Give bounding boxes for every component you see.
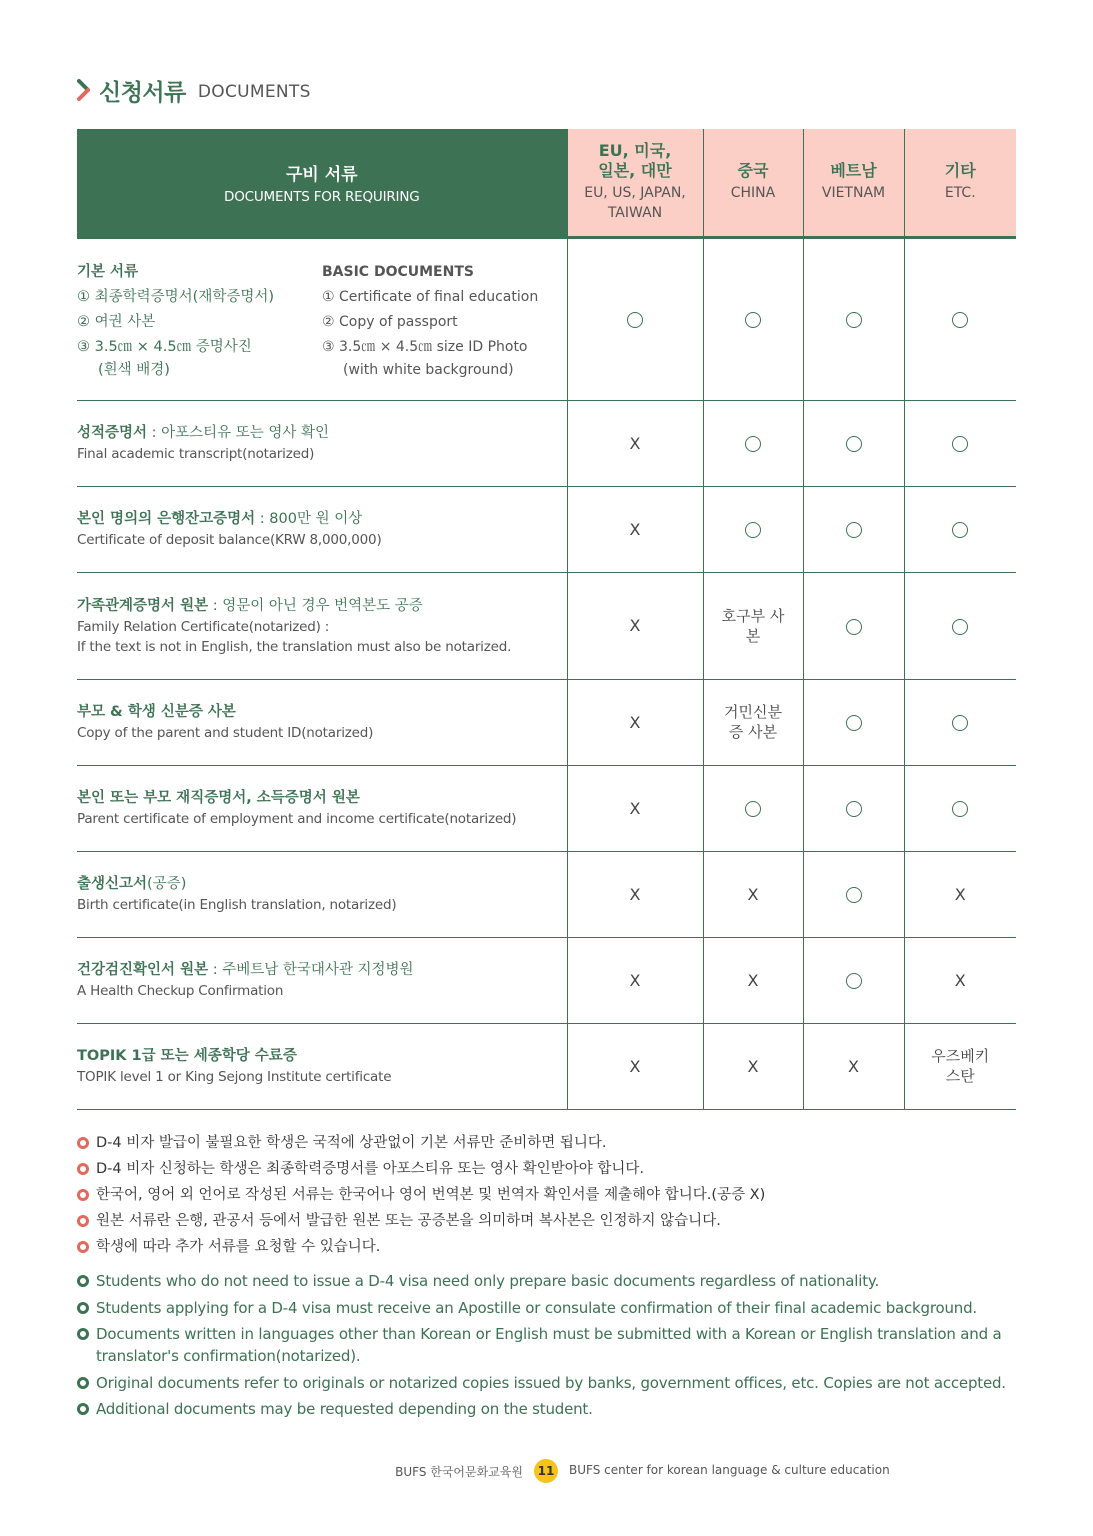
document-cell bbox=[77, 486, 567, 572]
basic-item-ko: ① 최종학력증명서(재학증명서) bbox=[77, 289, 275, 305]
x-mark: X bbox=[629, 616, 641, 635]
table-row bbox=[77, 572, 1016, 679]
ring-bullet-icon bbox=[77, 1377, 89, 1389]
note-item: Students who do not need to issue a D-4 visa need only prepare basic documents regardless of nationality. bbox=[77, 1270, 1017, 1292]
document-note-en: If the text is not in English, the translation must also be notarized. bbox=[77, 638, 512, 655]
page-footer bbox=[0, 1459, 1093, 1483]
circle-mark-icon bbox=[846, 436, 862, 452]
circle-mark-icon bbox=[745, 801, 761, 817]
mark-cell bbox=[803, 237, 904, 400]
mark-cell bbox=[567, 679, 703, 765]
mark-cell bbox=[703, 400, 803, 486]
mark-cell bbox=[703, 572, 803, 679]
document-cell bbox=[77, 400, 567, 486]
mark-cell bbox=[904, 765, 1016, 851]
table-row bbox=[77, 400, 1016, 486]
circle-mark-icon bbox=[846, 312, 862, 328]
mark-cell bbox=[567, 937, 703, 1023]
mark-cell bbox=[703, 1023, 803, 1109]
document-name-en: A Health Checkup Confirmation bbox=[77, 983, 284, 999]
document-name-ko: 건강검진확인서 원본 : 주베트남 한국대사관 지정병원 bbox=[77, 962, 414, 978]
document-name-ko: 가족관계증명서 원본 : 영문이 아닌 경우 번역본도 공증 bbox=[77, 597, 423, 614]
mark-cell bbox=[567, 572, 703, 679]
section-heading bbox=[77, 70, 311, 110]
circle-mark-icon bbox=[952, 436, 968, 452]
notes-english bbox=[77, 1270, 1017, 1425]
circle-mark-icon bbox=[952, 619, 968, 635]
mark-cell bbox=[567, 765, 703, 851]
mark-cell bbox=[904, 572, 1016, 679]
circle-mark-icon bbox=[745, 436, 761, 452]
note-item: D-4 비자 발급이 불필요한 학생은 국적에 상관없이 기본 서류만 준비하면 됩니다. bbox=[77, 1130, 1017, 1156]
x-mark: X bbox=[629, 970, 641, 990]
table-header-row bbox=[77, 129, 1016, 237]
mark-cell bbox=[904, 851, 1016, 937]
document-name-ko: 출생신고서(공증) bbox=[77, 876, 187, 892]
note-item: Students applying for a D-4 visa must receive an Apostille or consulate confirmation of their final academic background. bbox=[77, 1297, 1017, 1319]
mark-cell bbox=[803, 486, 904, 572]
table-row bbox=[77, 486, 1016, 572]
circle-mark-icon bbox=[846, 619, 862, 635]
document-cell bbox=[77, 937, 567, 1023]
ring-bullet-icon bbox=[77, 1215, 89, 1227]
chevron-right-icon bbox=[77, 79, 91, 101]
circle-mark-icon bbox=[846, 973, 862, 989]
document-cell bbox=[77, 572, 567, 679]
header-col-china: 중국 CHINA bbox=[703, 129, 803, 237]
basic-item-en: ② Copy of passport bbox=[322, 314, 458, 330]
circle-mark-icon bbox=[952, 801, 968, 817]
x-mark: X bbox=[848, 1056, 859, 1076]
document-name-en: Copy of the parent and student ID(notarized) bbox=[77, 725, 374, 741]
x-mark: X bbox=[954, 884, 966, 904]
footer-org-ko: BUFS 한국어문화교육원 bbox=[395, 1465, 523, 1479]
section-title-en: DOCUMENTS bbox=[197, 82, 311, 102]
mark-cell bbox=[904, 237, 1016, 400]
table-row-basic bbox=[77, 237, 1016, 400]
document-name-ko: TOPIK 1급 또는 세종학당 수료증 bbox=[77, 1048, 297, 1064]
document-name-en: Final academic transcript(notarized) bbox=[77, 446, 315, 462]
ring-bullet-icon bbox=[77, 1403, 89, 1415]
ring-bullet-icon bbox=[77, 1328, 89, 1340]
ring-bullet-icon bbox=[77, 1241, 89, 1253]
circle-mark-icon bbox=[952, 522, 968, 538]
mark-cell bbox=[703, 765, 803, 851]
table-row bbox=[77, 1023, 1016, 1109]
document-name-en: TOPIK level 1 or King Sejong Institute certificate bbox=[77, 1069, 392, 1085]
note-item: 학생에 따라 추가 서류를 요청할 수 있습니다. bbox=[77, 1234, 1017, 1260]
page-number: 11 bbox=[534, 1459, 558, 1483]
document-cell bbox=[77, 765, 567, 851]
table-row bbox=[77, 679, 1016, 765]
mark-cell bbox=[567, 486, 703, 572]
circle-mark-icon bbox=[952, 312, 968, 328]
circle-mark-icon bbox=[846, 887, 862, 903]
mark-cell bbox=[803, 765, 904, 851]
document-name-en: Family Relation Certificate(notarized) : bbox=[77, 618, 330, 635]
document-name-en: Certificate of deposit balance(KRW 8,000,000) bbox=[77, 532, 382, 548]
note-item: Original documents refer to originals or notarized copies issued by banks, government offices, etc. Copies are not accepted. bbox=[77, 1372, 1017, 1394]
x-mark: X bbox=[629, 433, 641, 453]
x-mark: X bbox=[747, 970, 759, 990]
note-item: D-4 비자 신청하는 학생은 최종학력증명서를 아포스티유 또는 영사 확인받아야 합니다. bbox=[77, 1156, 1017, 1182]
mark-cell bbox=[803, 400, 904, 486]
header-col-eu: EU, 미국, 일본, 대만 EU, US, JAPAN, TAIWAN bbox=[567, 129, 703, 237]
table-row bbox=[77, 851, 1016, 937]
mark-cell bbox=[803, 679, 904, 765]
document-name-ko: 성적증명서 : 아포스티유 또는 영사 확인 bbox=[77, 425, 330, 441]
basic-item-en: ③ 3.5㎝ × 4.5㎝ size ID Photo bbox=[322, 339, 528, 355]
note-item: 원본 서류란 은행, 관공서 등에서 발급한 원본 또는 공증본을 의미하며 복사본은 인정하지 않습니다. bbox=[77, 1208, 1017, 1234]
mark-text: 호구부 사본 bbox=[721, 606, 785, 645]
circle-mark-icon bbox=[627, 312, 643, 328]
document-cell bbox=[77, 679, 567, 765]
note-item: Documents written in languages other than Korean or English must be submitted with a Korean or English translation and a translator's confirmation(notarized). bbox=[77, 1323, 1017, 1367]
documents-table bbox=[77, 129, 1016, 1110]
circle-mark-icon bbox=[846, 522, 862, 538]
document-name-ko: 본인 또는 부모 재직증명서, 소득증명서 원본 bbox=[77, 790, 360, 806]
mark-text: 거민신분증 사본 bbox=[724, 703, 782, 741]
table-row bbox=[77, 765, 1016, 851]
ring-bullet-icon bbox=[77, 1137, 89, 1149]
basic-documents-cell bbox=[77, 237, 567, 400]
x-mark: X bbox=[747, 1056, 759, 1076]
mark-cell bbox=[904, 486, 1016, 572]
mark-cell bbox=[567, 851, 703, 937]
x-mark: X bbox=[629, 712, 641, 732]
mark-cell bbox=[703, 679, 803, 765]
table-row bbox=[77, 937, 1016, 1023]
header-col-vietnam: 베트남 VIETNAM bbox=[803, 129, 904, 237]
x-mark: X bbox=[629, 519, 641, 539]
x-mark: X bbox=[747, 884, 759, 904]
x-mark: X bbox=[629, 884, 641, 904]
x-mark: X bbox=[954, 970, 966, 990]
mark-cell bbox=[904, 937, 1016, 1023]
note-item: Additional documents may be requested depending on the student. bbox=[77, 1398, 1017, 1420]
document-name-en: Parent certificate of employment and income certificate(notarized) bbox=[77, 811, 517, 827]
document-name-ko: 본인 명의의 은행잔고증명서 : 800만 원 이상 bbox=[77, 511, 363, 527]
document-cell bbox=[77, 851, 567, 937]
basic-item-ko: (흰색 배경) bbox=[98, 362, 170, 378]
circle-mark-icon bbox=[745, 522, 761, 538]
basic-item-ko: ③ 3.5㎝ × 4.5㎝ 증명사진 bbox=[77, 339, 252, 355]
mark-cell bbox=[803, 937, 904, 1023]
document-name-en: Birth certificate(in English translation, notarized) bbox=[77, 897, 397, 913]
notes-korean bbox=[77, 1130, 1017, 1260]
x-mark: X bbox=[629, 798, 641, 818]
mark-cell bbox=[567, 237, 703, 400]
basic-item-en: (with white background) bbox=[343, 362, 514, 378]
footer-org-en: BUFS center for korean language & culture education bbox=[569, 1463, 890, 1477]
mark-cell bbox=[703, 237, 803, 400]
mark-cell bbox=[567, 1023, 703, 1109]
header-col-etc: 기타 ETC. bbox=[904, 129, 1016, 237]
x-mark: X bbox=[629, 1056, 641, 1076]
mark-cell bbox=[703, 486, 803, 572]
basic-title-en: BASIC DOCUMENTS bbox=[322, 264, 474, 280]
circle-mark-icon bbox=[846, 801, 862, 817]
mark-cell bbox=[803, 572, 904, 679]
mark-cell bbox=[803, 1023, 904, 1109]
circle-mark-icon bbox=[846, 715, 862, 731]
basic-title-ko: 기본 서류 bbox=[77, 264, 139, 280]
ring-bullet-icon bbox=[77, 1163, 89, 1175]
ring-bullet-icon bbox=[77, 1275, 89, 1287]
mark-cell bbox=[567, 400, 703, 486]
header-documents: 구비 서류 DOCUMENTS FOR REQUIRING bbox=[77, 129, 567, 237]
note-item: 한국어, 영어 외 언어로 작성된 서류는 한국어나 영어 번역본 및 번역자 확인서를 제출해야 합니다.(공증 X) bbox=[77, 1182, 1017, 1208]
mark-cell bbox=[803, 851, 904, 937]
mark-text: 우즈베키스탄 bbox=[931, 1047, 990, 1085]
mark-cell bbox=[703, 851, 803, 937]
basic-item-en: ① Certificate of final education bbox=[322, 289, 539, 305]
mark-cell bbox=[904, 400, 1016, 486]
section-title-ko: 신청서류 bbox=[99, 79, 186, 106]
basic-item-ko: ② 여권 사본 bbox=[77, 314, 156, 330]
ring-bullet-icon bbox=[77, 1302, 89, 1314]
ring-bullet-icon bbox=[77, 1189, 89, 1201]
circle-mark-icon bbox=[952, 715, 968, 731]
mark-cell bbox=[904, 1023, 1016, 1109]
mark-cell bbox=[904, 679, 1016, 765]
document-cell bbox=[77, 1023, 567, 1109]
mark-cell bbox=[703, 937, 803, 1023]
circle-mark-icon bbox=[745, 312, 761, 328]
document-name-ko: 부모 & 학생 신분증 사본 bbox=[77, 704, 236, 720]
